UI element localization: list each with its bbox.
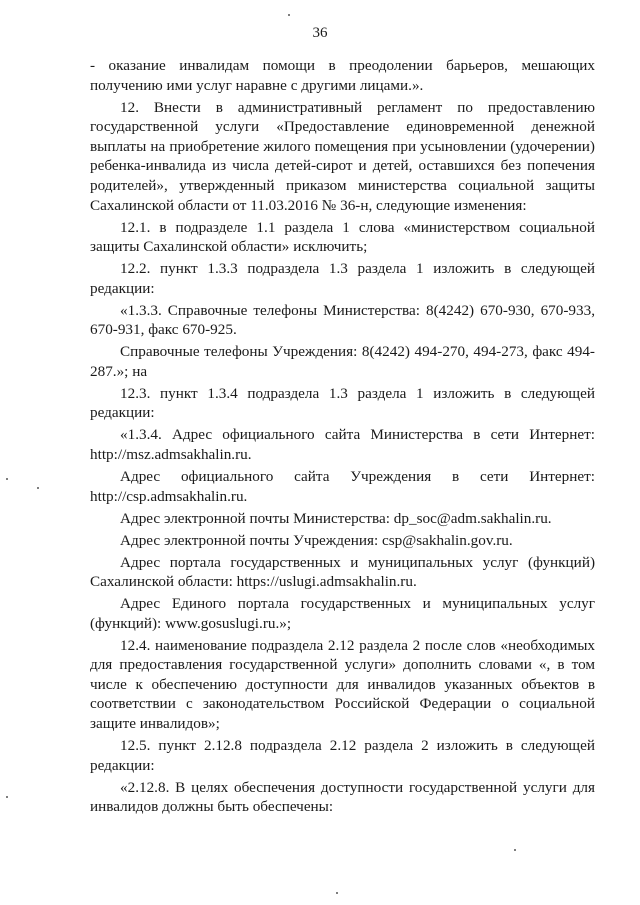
paragraph: 12.3. пункт 1.3.4 подраздела 1.3 раздела 1 изложить в следующей редакции: bbox=[90, 384, 595, 422]
paragraph: Адрес портала государственных и муниципальных услуг (функций) Сахалинской области: https://uslugi.admsakhalin.ru. bbox=[90, 553, 595, 591]
paragraph: «1.3.3. Справочные телефоны Министерства: 8(4242) 670-930, 670-933, 670-931, факс 670-925. bbox=[90, 301, 595, 339]
paragraph: - оказание инвалидам помощи в преодолении барьеров, мешающих получению ими услуг наравне с другими лицами.». bbox=[90, 57, 595, 94]
page-number: 36 bbox=[312, 25, 328, 41]
paragraph: 12. Внести в административный регламент по предоставлению государственной услуги «Предоставление единовременной денежной выплаты на приобретение жилого помещения при усыновлении (удочерении) ребенка-инвалида из числа детей-сирот и детей, оставшихся без попечения родителей», утвержденный приказом министерства социальной защиты Сахалинской области от 11.03.2016 № 36-н, следующие изменения: bbox=[90, 98, 595, 214]
scan-speck bbox=[514, 849, 516, 851]
paragraph: Справочные телефоны Учреждения: 8(4242) 494-270, 494-273, факс 494-287.»; на bbox=[90, 343, 595, 380]
paragraph: Адрес электронной почты Учреждения: csp@sakhalin.gov.ru. bbox=[120, 531, 513, 549]
paragraph: «2.12.8. В целях обеспечения доступности государственной услуги для инвалидов должны быть обеспечены: bbox=[90, 778, 595, 816]
paragraph: «1.3.4. Адрес официального сайта Министерства в сети Интернет: http://msz.admsakhalin.ru. bbox=[90, 426, 595, 464]
paragraph: 12.1. в подразделе 1.1 раздела 1 слова «министерством социальной защиты Сахалинской области» исключить; bbox=[90, 218, 595, 256]
document-body bbox=[90, 56, 595, 819]
scan-speck bbox=[336, 892, 338, 894]
scan-speck bbox=[6, 796, 8, 798]
paragraph: 12.5. пункт 2.12.8 подраздела 2.12 раздела 2 изложить в следующей редакции: bbox=[90, 737, 595, 774]
paragraph: Адрес официального сайта Учреждения в сети Интернет: http://csp.admsakhalin.ru. bbox=[90, 468, 595, 505]
paragraph: Адрес Единого портала государственных и муниципальных услуг (функций): www.gosuslugi.ru.»; bbox=[90, 595, 595, 632]
scan-speck bbox=[288, 14, 290, 16]
paragraph: Адрес электронной почты Министерства: dp_soc@adm.sakhalin.ru. bbox=[120, 509, 552, 527]
scan-speck bbox=[6, 478, 8, 480]
scan-speck bbox=[37, 487, 39, 489]
paragraph: 12.2. пункт 1.3.3 подраздела 1.3 раздела 1 изложить в следующей редакции: bbox=[90, 260, 595, 297]
paragraph: 12.4. наименование подраздела 2.12 раздела 2 после слов «необходимых для предоставления государственной услуги» дополнить словами «, в том числе к обеспечению доступности для инвалидов указанных объектов в соответствии с законодательством Российской Федерации о социальной защите инвалидов»; bbox=[90, 636, 595, 733]
